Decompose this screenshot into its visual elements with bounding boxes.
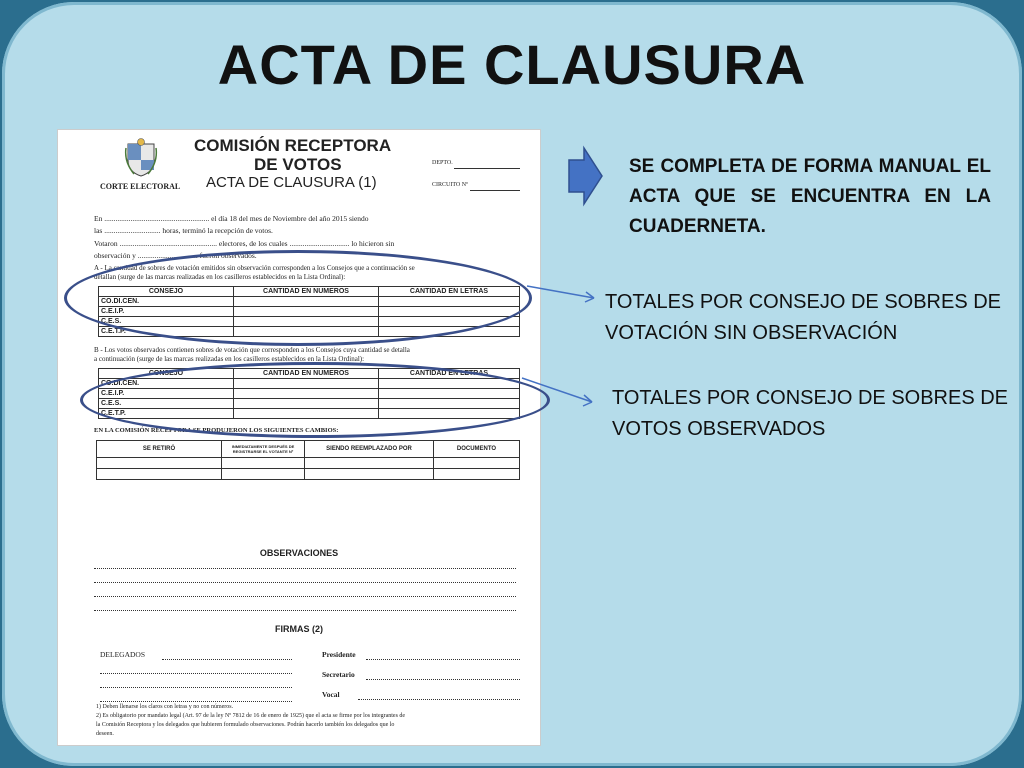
col-consejo: CONSEJO bbox=[99, 369, 234, 379]
delegados-label: DELEGADOS bbox=[100, 650, 145, 659]
obs-line[interactable] bbox=[94, 610, 516, 611]
footnote-2: 2) Es obligatorio por mandato legal (Art. 97 de la ley Nº 7812 de 16 de enero de 1925) que el acta se firme por los integrantes de bbox=[96, 713, 406, 719]
arrow-head-a bbox=[585, 292, 594, 302]
vocal-line[interactable] bbox=[358, 699, 520, 700]
footnote-1: 1) Deben llenarse los claros con letras y no con números. bbox=[96, 704, 234, 710]
intro-line-2: las .............................. horas, terminó la recepción de votos. bbox=[94, 226, 273, 235]
delegado-line[interactable] bbox=[100, 687, 292, 688]
section-b-line-1: B - Los votos observados contienen sobres de votación que corresponden a los Consejos cuya cantidad se detalla bbox=[94, 346, 410, 354]
observaciones-title: OBSERVACIONES bbox=[259, 548, 339, 558]
delegado-line[interactable] bbox=[100, 701, 292, 702]
col-letras: CANTIDAD EN LETRAS bbox=[379, 287, 520, 297]
row-consejo: CO.DI.CEN. bbox=[99, 379, 234, 389]
slide-title: ACTA DE CLAUSURA bbox=[217, 33, 807, 96]
table-cambios bbox=[96, 440, 520, 480]
firmas-title: FIRMAS (2) bbox=[275, 624, 323, 634]
block-arrow-icon bbox=[569, 148, 602, 204]
section-a-line-2: detallan (surge de las marcas realizadas en los casilleros establecidos en la Lista Ordinal): bbox=[94, 273, 346, 281]
row-consejo: C.E.S. bbox=[99, 317, 234, 327]
col-letras: CANTIDAD EN LETRAS bbox=[379, 369, 520, 379]
footnote-3: la Comisión Receptora y los delegados que hubieren formulado observaciones. Podrán hacerlo también los delegados que lo bbox=[96, 722, 395, 728]
highlight-ellipse-b bbox=[80, 362, 550, 438]
highlight-ellipse-a bbox=[64, 250, 532, 346]
obs-line[interactable] bbox=[94, 596, 516, 597]
vocal-label: Vocal bbox=[322, 690, 340, 699]
cell[interactable] bbox=[97, 469, 222, 480]
col-numeros: CANTIDAD EN NUMEROS bbox=[234, 369, 379, 379]
cell[interactable] bbox=[222, 458, 305, 469]
header-line-3: ACTA DE CLAUSURA (1) bbox=[206, 174, 377, 191]
obs-line[interactable] bbox=[94, 568, 516, 569]
cell[interactable] bbox=[434, 469, 520, 480]
depto-label: DEPTO. bbox=[432, 160, 453, 166]
note-totales-observados: TOTALES POR CONSEJO DE SOBRES DE VOTOS OBSERVADOS bbox=[612, 387, 1009, 440]
arrow-head-b bbox=[583, 395, 592, 406]
intro-line-4: observación y ................................ fueron observados. bbox=[94, 251, 257, 260]
col-numeros: CANTIDAD EN NUMEROS bbox=[234, 287, 379, 297]
row-consejo: C.E.T.P. bbox=[99, 409, 234, 419]
secretario-line[interactable] bbox=[366, 679, 520, 680]
col-documento: DOCUMENTO bbox=[434, 441, 520, 458]
intro-line-1: En ........................................................ el día 18 del mes de Noviembre del año 2015 siendo bbox=[94, 214, 369, 223]
row-consejo: C.E.I.P. bbox=[99, 307, 234, 317]
circuito-label: CIRCUITO Nº bbox=[432, 182, 468, 188]
cell[interactable] bbox=[97, 458, 222, 469]
note-totales-sin-observacion: TOTALES POR CONSEJO DE SOBRES DE VOTACIÓN SIN OBSERVACIÓN bbox=[605, 291, 1002, 344]
intro-line-3: Votaron .................................................... electores, de los cuales ................................ lo hicieron sin bbox=[94, 239, 395, 248]
presidente-label: Presidente bbox=[322, 650, 356, 659]
col-se-retiro: SE RETIRÓ bbox=[97, 441, 222, 458]
row-consejo: C.E.I.P. bbox=[99, 389, 234, 399]
col-consejo: CONSEJO bbox=[99, 287, 234, 297]
cell[interactable] bbox=[434, 458, 520, 469]
col-reemplazado: SIENDO REEMPLAZADO POR bbox=[305, 441, 434, 458]
col-votante: INMEDIATAMENTE DESPUÉS DE REGISTRARSE EL VOTANTE Nº bbox=[222, 441, 305, 458]
delegado-line[interactable] bbox=[162, 659, 292, 660]
presidente-line[interactable] bbox=[366, 659, 520, 660]
row-consejo: C.E.T.P. bbox=[99, 327, 234, 337]
slide-panel bbox=[2, 2, 1022, 766]
coat-of-arms-icon bbox=[124, 138, 158, 178]
row-consejo: CO.DI.CEN. bbox=[99, 297, 234, 307]
cell[interactable] bbox=[222, 469, 305, 480]
header-line-2: DE VOTOS bbox=[254, 155, 342, 174]
header-line-1: COMISIÓN RECEPTORA bbox=[194, 136, 392, 155]
cell[interactable] bbox=[305, 458, 434, 469]
section-b-line-2: a continuación (surge de las marcas realizadas en los casilleros establecidos en la Lista Ordinal): bbox=[94, 355, 365, 363]
org-name: CORTE ELECTORAL bbox=[100, 182, 181, 191]
delegado-line[interactable] bbox=[100, 673, 292, 674]
row-consejo: C.E.S. bbox=[99, 399, 234, 409]
cell[interactable] bbox=[305, 469, 434, 480]
circuito-line bbox=[470, 190, 520, 191]
secretario-label: Secretario bbox=[322, 670, 355, 679]
footnote-4: deseen. bbox=[96, 731, 114, 737]
section-a-line-1: A - La cantidad de sobres de votación emitidos sin observación corresponden a los Consejos que a continuación se bbox=[94, 264, 415, 272]
depto-line bbox=[454, 168, 520, 169]
obs-line[interactable] bbox=[94, 582, 516, 583]
instruction-note: SE COMPLETA DE FORMA MANUAL EL ACTA QUE SE ENCUENTRA EN LA CUADERNETA. bbox=[629, 156, 991, 237]
cambios-title: EN LA COMISIÓN RECEPTORA SE PRODUJERON LOS SIGUIENTES CAMBIOS: bbox=[94, 427, 339, 434]
